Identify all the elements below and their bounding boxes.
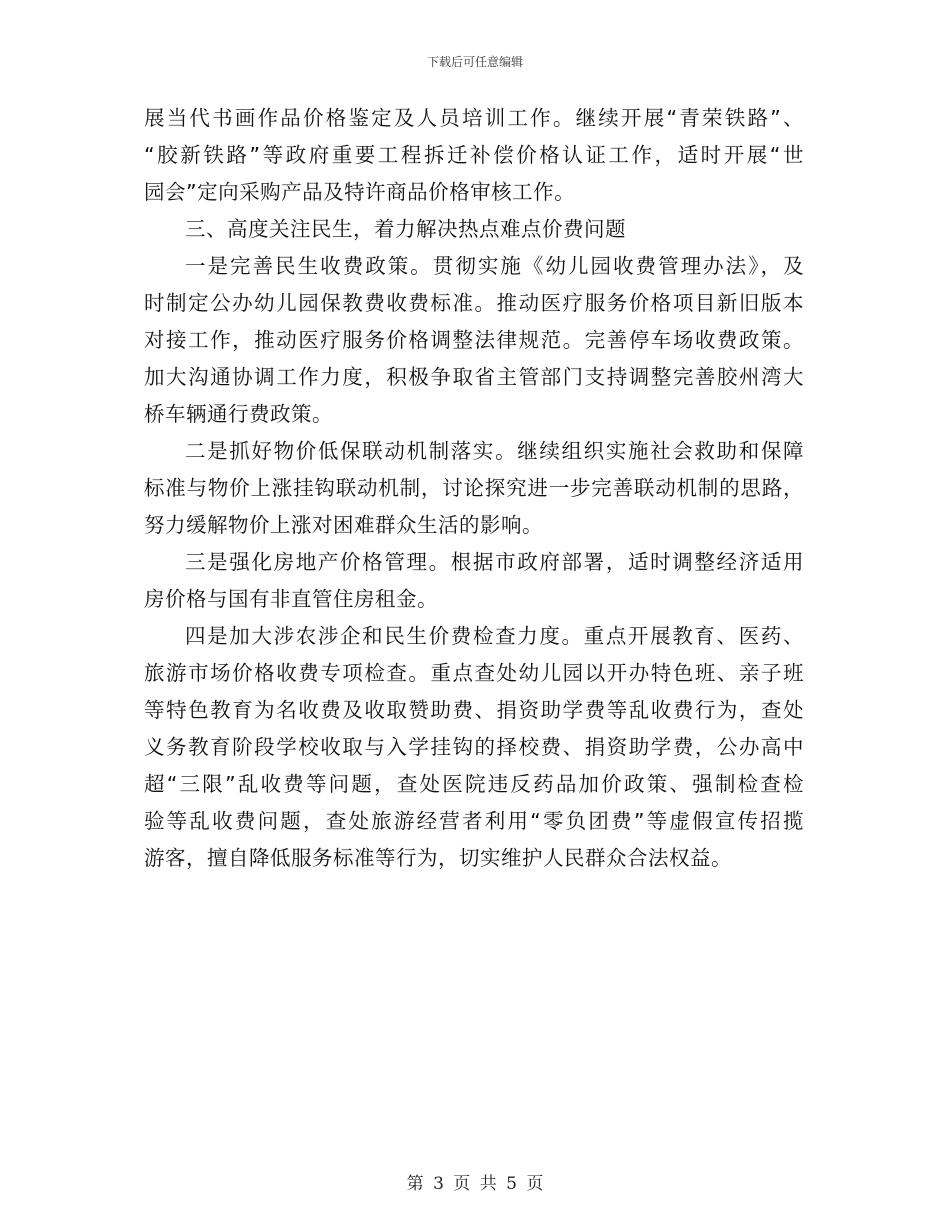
text-line: 桥车辆通行费政策。 bbox=[144, 402, 333, 426]
text-line: 游客，擅自降低服务标准等行为，切实维护人民群众合法权益。 bbox=[144, 846, 732, 870]
document-body bbox=[144, 100, 804, 877]
text-line: 二是抓好物价低保联动机制落实。继续组织实施社会救助和保障 bbox=[185, 439, 804, 463]
text-line: 对接工作，推动医疗服务价格调整法律规范。完善停车场收费政策。 bbox=[144, 328, 804, 352]
text-line: 加大沟通协调工作力度，积极争取省主管部门支持调整完善胶州湾大 bbox=[144, 365, 804, 389]
text-line: 三、高度关注民生，着力解决热点难点价费问题 bbox=[185, 217, 626, 241]
text-line: 展当代书画作品价格鉴定及人员培训工作。继续开展“青荣铁路”、 bbox=[144, 106, 804, 130]
text-line: 旅游市场价格收费专项检查。重点查处幼儿园以开办特色班、亲子班 bbox=[144, 661, 804, 685]
page-number: 第 3 页 共 5 页 bbox=[406, 1174, 544, 1194]
text-line: 标准与物价上涨挂钩联动机制，讨论探究进一步完善联动机制的思路， bbox=[144, 476, 804, 500]
text-line: 园会”定向采购产品及特许商品价格审核工作。 bbox=[144, 180, 576, 204]
text-line: 时制定公办幼儿园保教费收费标准。推动医疗服务价格项目新旧版本 bbox=[144, 291, 804, 315]
text-line: 四是加大涉农涉企和民生价费检查力度。重点开展教育、医药、 bbox=[185, 624, 804, 648]
text-line: 一是完善民生收费政策。贯彻实施《幼儿园收费管理办法》，及 bbox=[185, 254, 804, 278]
text-line: 房价格与国有非直管住房租金。 bbox=[144, 587, 438, 611]
page-header: 下载后可任意编辑 bbox=[426, 55, 523, 69]
text-line: 努力缓解物价上涨对困难群众生活的影响。 bbox=[144, 513, 543, 537]
text-line: 义务教育阶段学校收取与入学挂钩的择校费、捐资助学费，公办高中 bbox=[144, 735, 804, 759]
text-line: “胶新铁路”等政府重要工程拆迁补偿价格认证工作，适时开展“世 bbox=[144, 143, 804, 167]
text-line: 等特色教育为名收费及收取赞助费、捐资助学费等乱收费行为，查处 bbox=[144, 698, 804, 722]
text-line: 三是强化房地产价格管理。根据市政府部署，适时调整经济适用 bbox=[185, 550, 804, 574]
text-line: 超“三限”乱收费等问题，查处医院违反药品加价政策、强制检查检 bbox=[144, 772, 804, 796]
text-line: 验等乱收费问题，查处旅游经营者利用“零负团费”等虚假宣传招揽 bbox=[144, 809, 804, 833]
